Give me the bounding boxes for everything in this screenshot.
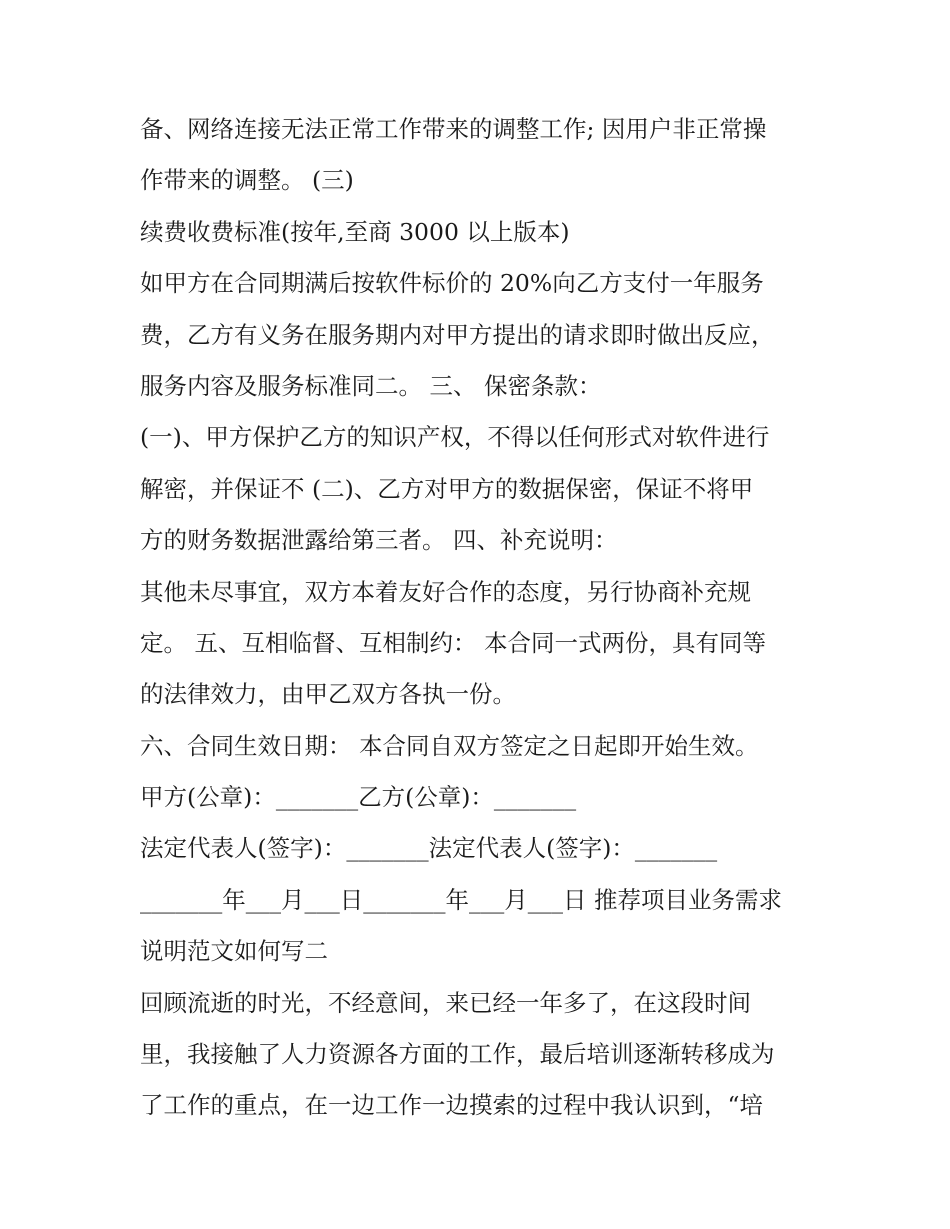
text-line: 其他未尽事宜，双方本着友好合作的态度，另行协商补充规	[140, 577, 751, 606]
text-line: 方的财务数据泄露给第三者。 四、补充说明：	[140, 526, 618, 555]
text-line: 服务内容及服务标准同二。 三、 保密条款：	[140, 371, 602, 400]
text-line: 续费收费标准(按年,至商 3000 以上版本)	[140, 217, 570, 246]
date-line: _______年___月___日_______年___月___日 推荐项目业务需求	[140, 885, 782, 914]
text-line: 回顾流逝的时光，不经意间，来已经一年多了，在这段时间	[140, 988, 751, 1017]
signature-line-representative: 法定代表人(签字)：_______法定代表人(签字)：_______	[140, 834, 718, 863]
signature-line-seal: 甲方(公章)：_______乙方(公章)：_______	[140, 783, 577, 812]
text-line: 备、网络连接无法正常工作带来的调整工作; 因用户非正常操	[140, 115, 767, 143]
text-line: 了工作的重点，在一边工作一边摸索的过程中我认识到，“培	[140, 1091, 764, 1120]
document-body	[140, 104, 830, 1132]
text-line: 解密，并保证不 (二)、乙方对甲方的数据保密，保证不将甲	[140, 474, 754, 503]
text-line: 如甲方在合同期满后按软件标价的 20%向乙方支付一年服务	[140, 269, 764, 298]
text-line: (一)、甲方保护乙方的知识产权，不得以任何形式对软件进行	[140, 423, 770, 452]
text-line: 作带来的调整。 (三)	[140, 166, 354, 195]
text-line: 说明范文如何写二	[140, 937, 328, 966]
text-line: 费，乙方有义务在服务期内对甲方提出的请求即时做出反应，	[140, 320, 775, 349]
text-line: 的法律效力，由甲乙双方各执一份。	[140, 680, 516, 709]
text-line: 里，我接触了人力资源各方面的工作，最后培训逐渐转移成为	[140, 1040, 775, 1069]
text-line: 定。 五、互相临督、互相制约： 本合同一式两份，具有同等	[140, 628, 766, 657]
text-line: 六、合同生效日期： 本合同自双方签定之日起即开始生效。	[140, 731, 759, 760]
